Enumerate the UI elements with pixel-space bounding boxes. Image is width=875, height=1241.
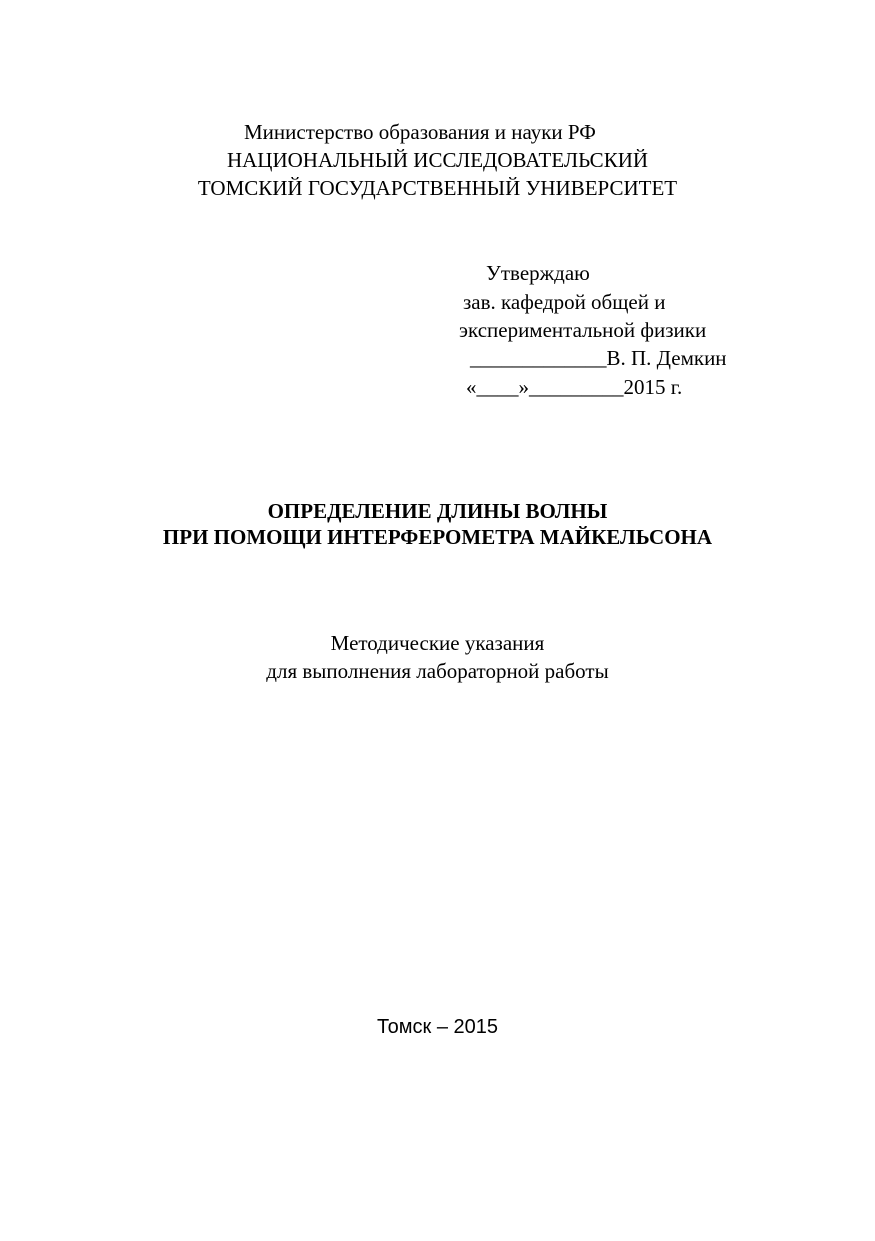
title-line-1: ОПРЕДЕЛЕНИЕ ДЛИНЫ ВОЛНЫ bbox=[267, 499, 608, 523]
approval-position-line-1: зав. кафедрой общей и bbox=[463, 290, 666, 314]
university-line-1: НАЦИОНАЛЬНЫЙ ИССЛЕДОВАТЕЛЬСКИЙ bbox=[226, 148, 649, 172]
university-line-2: ТОМСКИЙ ГОСУДАРСТВЕННЫЙ УНИВЕРСИТЕТ bbox=[197, 176, 678, 200]
subtitle-line-1: Методические указания bbox=[330, 631, 545, 655]
subtitle-line-2: для выполнения лабораторной работы bbox=[266, 659, 609, 683]
footer-city-year: Томск – 2015 bbox=[376, 1016, 498, 1038]
approval-heading: Утверждаю bbox=[486, 261, 590, 285]
approval-date-line: «____»_________2015 г. bbox=[466, 375, 683, 399]
ministry-line: Министерство образования и науки РФ bbox=[244, 120, 596, 144]
approval-position-line-2: экспериментальной физики bbox=[459, 318, 707, 342]
approval-signature-line: _____________В. П. Демкин bbox=[470, 346, 727, 370]
title-line-2: ПРИ ПОМОЩИ ИНТЕРФЕРОМЕТРА МАЙКЕЛЬСОНА bbox=[162, 525, 713, 549]
